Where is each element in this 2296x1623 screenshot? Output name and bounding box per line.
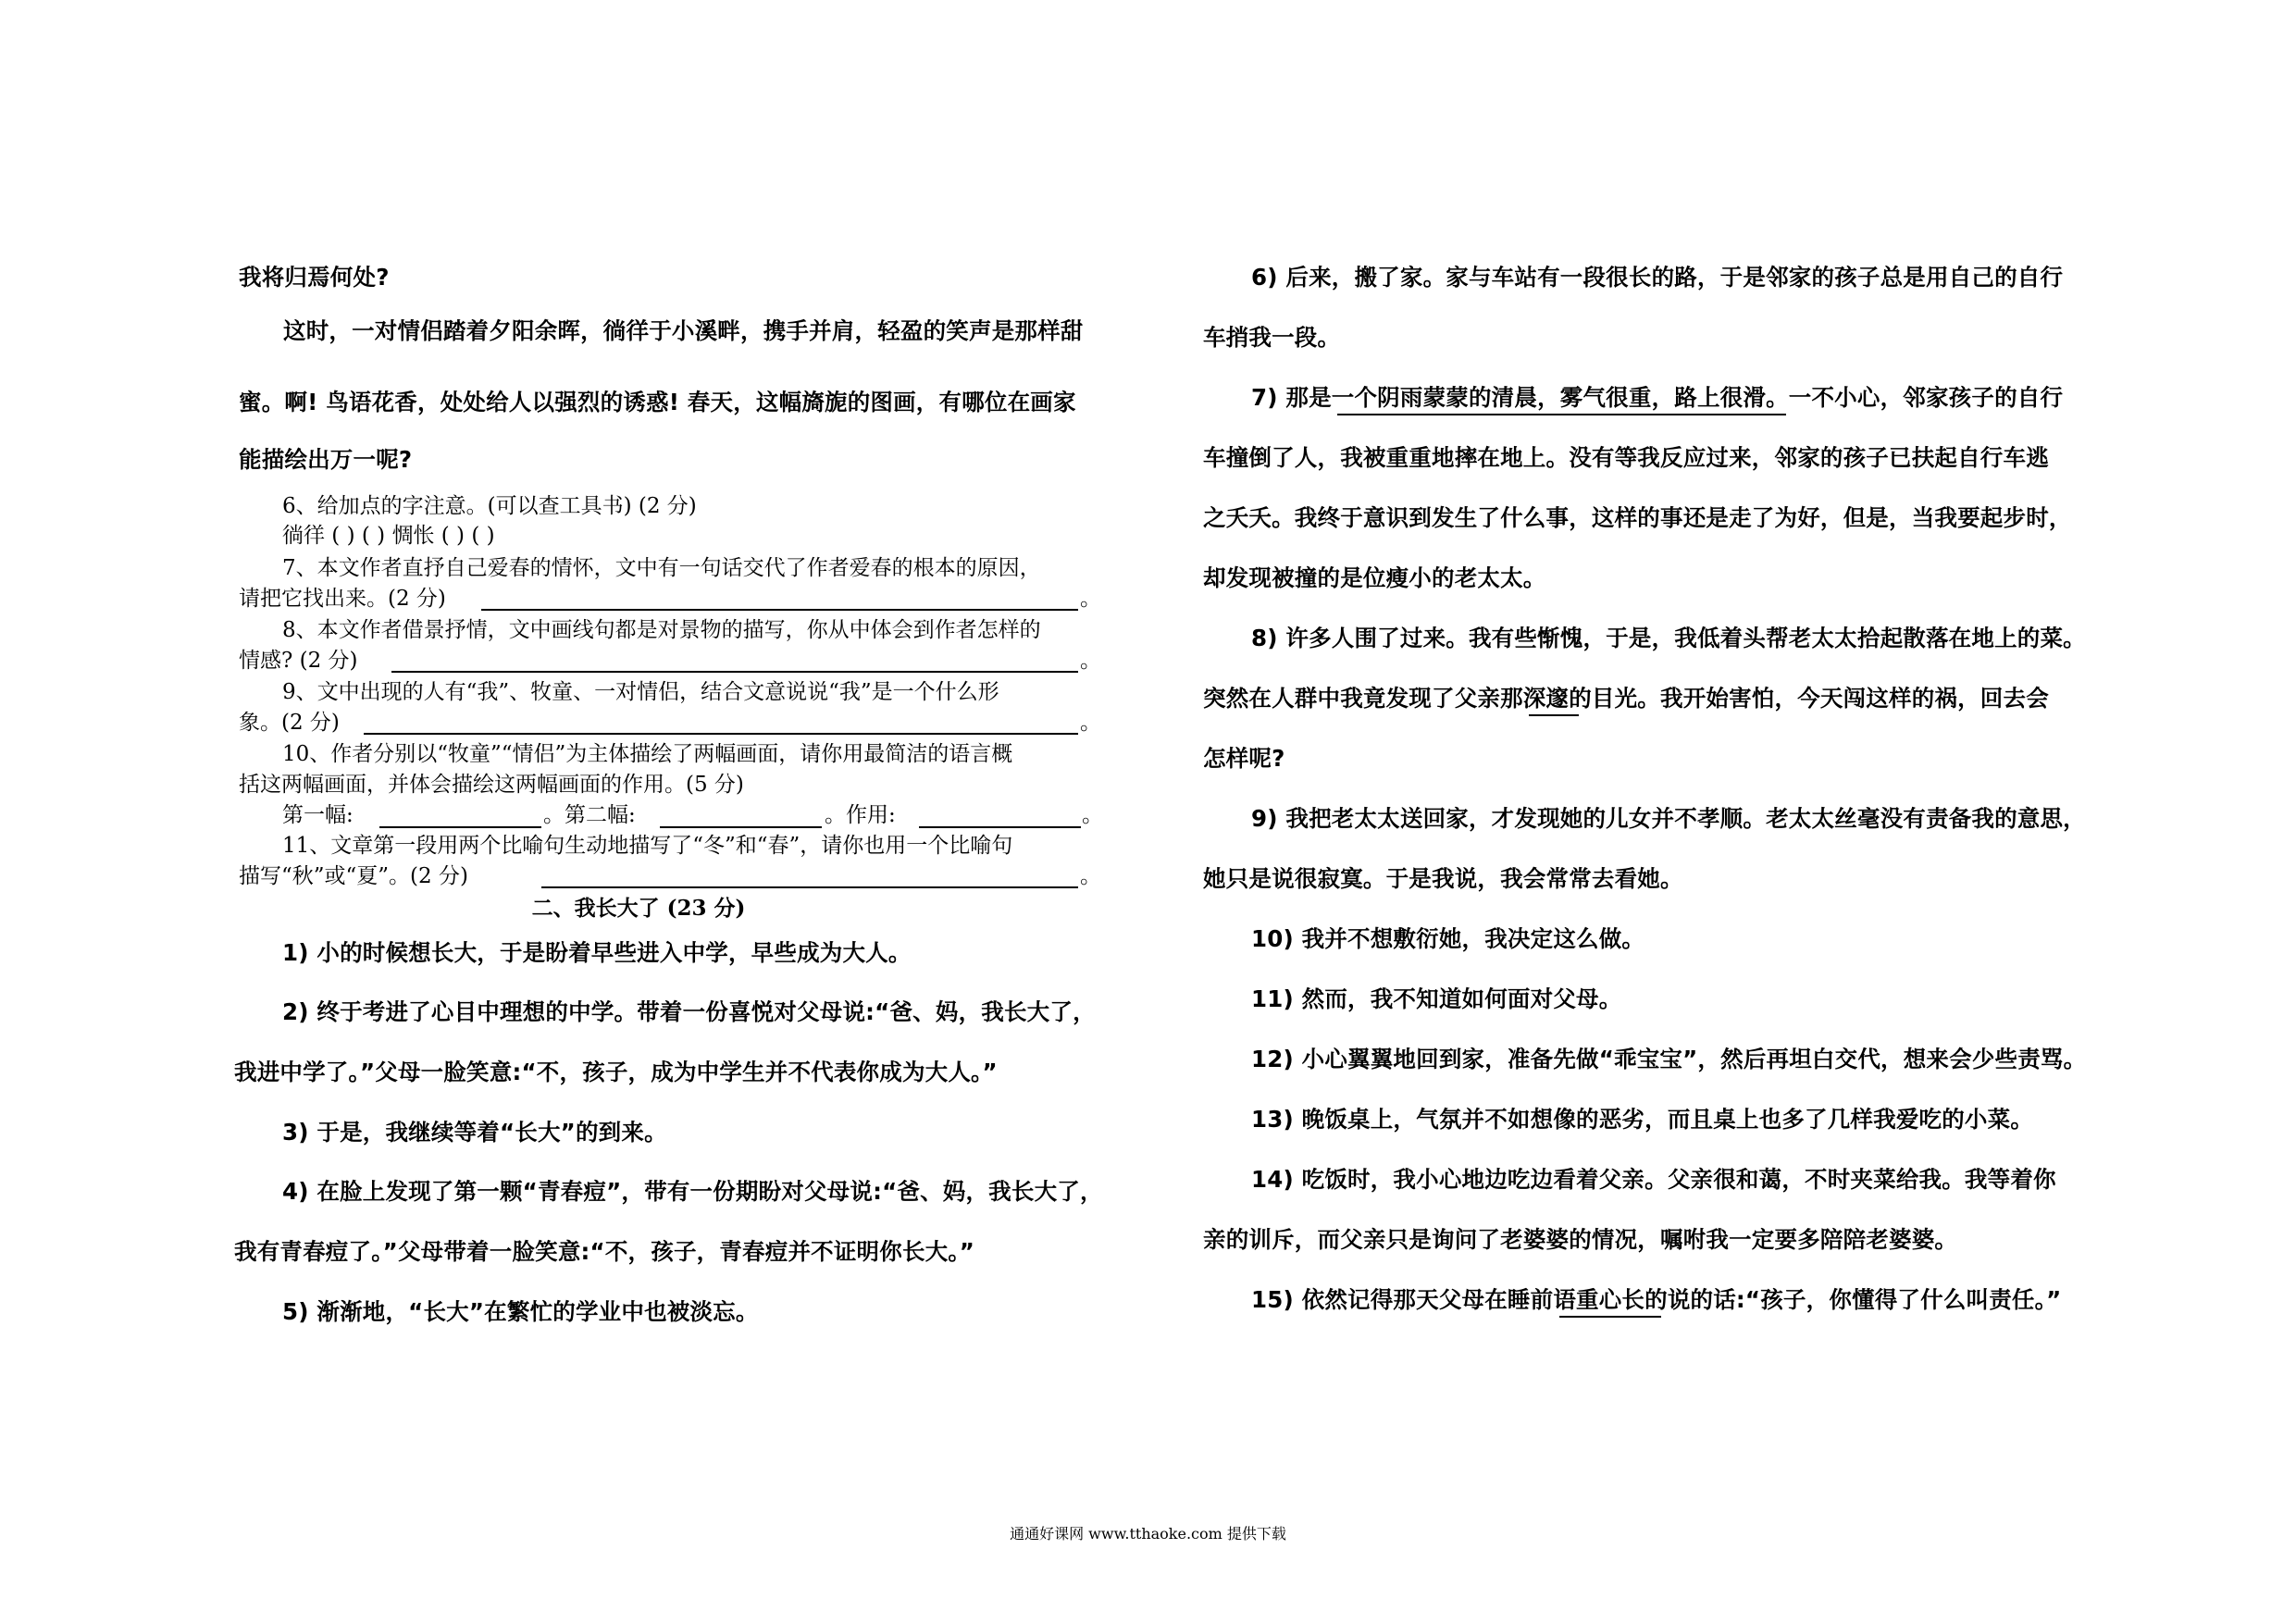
story-line: 之夭夭。我终于意识到发生了什么事，这样的事还是走了为好，但是，当我要起步时，	[1203, 504, 2072, 531]
story-line: 车撞倒了人，我被重重地摔在地上。没有等我反应过来，邻家的孩子已扶起自行车逃	[1203, 444, 2049, 471]
underline-mark	[1529, 714, 1579, 716]
question-7-period: 。	[1080, 587, 1101, 611]
answer-blank-9[interactable]	[364, 733, 1078, 735]
story-line: 15) 依然记得那天父母在睡前语重心长的说的话:“孩子，你懂得了什么叫责任。”	[1251, 1286, 2062, 1313]
story-line: 却发现被撞的是位瘦小的老太太。	[1203, 564, 1546, 591]
story-line: 10) 我并不想敷衍她，我决定这么做。	[1251, 925, 1645, 952]
right-column	[1203, 0, 2087, 1623]
story-line: 6) 后来，搬了家。家与车站有一段很长的路，于是邻家的孩子总是用自己的自行	[1251, 264, 2064, 291]
answer-blank-10-second[interactable]	[660, 826, 822, 828]
answer-blank-7[interactable]	[481, 609, 1078, 611]
left-column	[236, 0, 1106, 1623]
question-8-cont: 情感? (2 分)	[239, 649, 358, 673]
story-line: 14) 吃饭时，我小心地边吃边看着父亲。父亲很和蔼，不时夹菜给我。我等着你	[1251, 1166, 2056, 1193]
answer-blank-10-effect[interactable]	[919, 826, 1081, 828]
answer-blank-10-first[interactable]	[379, 826, 541, 828]
story-line: 怎样呢?	[1203, 745, 1285, 772]
section-title: 二、我长大了 (23 分)	[531, 896, 746, 921]
question-11-cont: 描写“秋”或“夏”。(2 分)	[239, 864, 468, 888]
story-line: 我有青春痘了。”父母带着一脸笑意:“不，孩子，青春痘并不证明你长大。”	[234, 1238, 975, 1265]
story-line: 8) 许多人围了过来。我有些惭愧，于是，我低着头帮老太太拾起散落在地上的菜。	[1251, 625, 2086, 651]
story-line: 亲的训斥，而父亲只是询问了老婆婆的情况，嘱咐我一定要多陪陪老婆婆。	[1203, 1226, 1958, 1253]
question-9: 9、文中出现的人有“我”、牧童、一对情侣，结合文意说说“我”是一个什么形	[282, 680, 999, 704]
passage-line: 这时，一对情侣踏着夕阳余晖，徜徉于小溪畔，携手并肩，轻盈的笑声是那样甜	[283, 317, 1084, 344]
story-line: 突然在人群中我竟发现了父亲那深邃的目光。我开始害怕，今天闯这样的祸，回去会	[1203, 685, 2049, 712]
answer-blank-11[interactable]	[541, 886, 1078, 888]
question-10-period: 。	[1082, 803, 1103, 827]
question-8: 8、本文作者借景抒情，文中画线句都是对景物的描写，你从中体会到作者怎样的	[282, 618, 1041, 642]
story-line: 11) 然而，我不知道如何面对父母。	[1251, 985, 1622, 1012]
passage-line: 能描绘出万一呢?	[239, 446, 413, 473]
question-9-cont: 象。(2 分)	[239, 711, 340, 735]
story-line: 我进中学了。”父母一脸笑意:“不，孩子，成为中学生并不代表你成为大人。”	[234, 1059, 998, 1085]
question-6-answer-line: 徜徉 ( ) ( ) 惆怅 ( ) ( )	[282, 524, 495, 548]
answer-blank-8[interactable]	[391, 671, 1078, 673]
question-11-period: 。	[1080, 864, 1101, 888]
story-line: 12) 小心翼翼地回到家，准备先做“乖宝宝”，然后再坦白交代，想来会少些责骂。	[1251, 1046, 2087, 1072]
story-line: 3) 于是，我继续等着“长大”的到来。	[282, 1119, 667, 1146]
question-10-cont: 括这两幅画面，并体会描绘这两幅画面的作用。(5 分)	[239, 773, 744, 797]
question-10: 10、作者分别以“牧童”“情侣”为主体描绘了两幅画面，请你用最简洁的语言概	[282, 742, 1013, 766]
question-9-period: 。	[1080, 711, 1101, 735]
footer-credit: 通通好课网 www.tthaoke.com 提供下载	[1010, 1525, 1286, 1542]
question-10-second-label: 。第二幅:	[543, 803, 636, 827]
question-7-cont: 请把它找出来。(2 分)	[239, 587, 446, 611]
story-line: 5) 渐渐地，“长大”在繁忙的学业中也被淡忘。	[282, 1298, 759, 1325]
passage-line: 蜜。啊! 鸟语花香，处处给人以强烈的诱惑! 春天，这幅旖旎的图画，有哪位在画家	[239, 389, 1076, 415]
passage-line: 我将归焉何处?	[239, 264, 390, 291]
story-line: 9) 我把老太太送回家，才发现她的儿女并不孝顺。老太太丝毫没有责备我的意思，	[1251, 805, 2086, 832]
question-7: 7、本文作者直抒自己爱春的情怀，文中有一句话交代了作者爱春的根本的原因，	[282, 556, 1041, 580]
story-line: 1) 小的时候想长大，于是盼着早些进入中学，早些成为大人。	[282, 939, 912, 966]
story-line: 13) 晚饭桌上，气氛并不如想像的恶劣，而且桌上也多了几样我爱吃的小菜。	[1251, 1106, 2034, 1133]
story-line: 她只是说很寂寞。于是我说，我会常常去看她。	[1203, 865, 1683, 892]
question-10-first-label: 第一幅:	[282, 803, 354, 827]
question-6: 6、给加点的字注意。(可以查工具书) (2 分)	[282, 494, 697, 518]
question-11: 11、文章第一段用两个比喻句生动地描写了“冬”和“春”，请你也用一个比喻句	[282, 834, 1013, 858]
story-line: 7) 那是一个阴雨蒙蒙的清晨，雾气很重，路上很滑。一不小心，邻家孩子的自行	[1251, 384, 2064, 411]
story-line: 4) 在脸上发现了第一颗“青春痘”，带有一份期盼对父母说:“爸、妈，我长大了，	[282, 1178, 1103, 1205]
underline-mark	[1559, 1316, 1661, 1318]
story-line: 车捎我一段。	[1203, 324, 1341, 351]
question-10-effect-label: 。作用:	[825, 803, 896, 827]
underline-mark	[1337, 414, 1786, 415]
question-8-period: 。	[1080, 649, 1101, 673]
story-line: 2) 终于考进了心目中理想的中学。带着一份喜悦对父母说:“爸、妈，我长大了，	[282, 998, 1096, 1025]
